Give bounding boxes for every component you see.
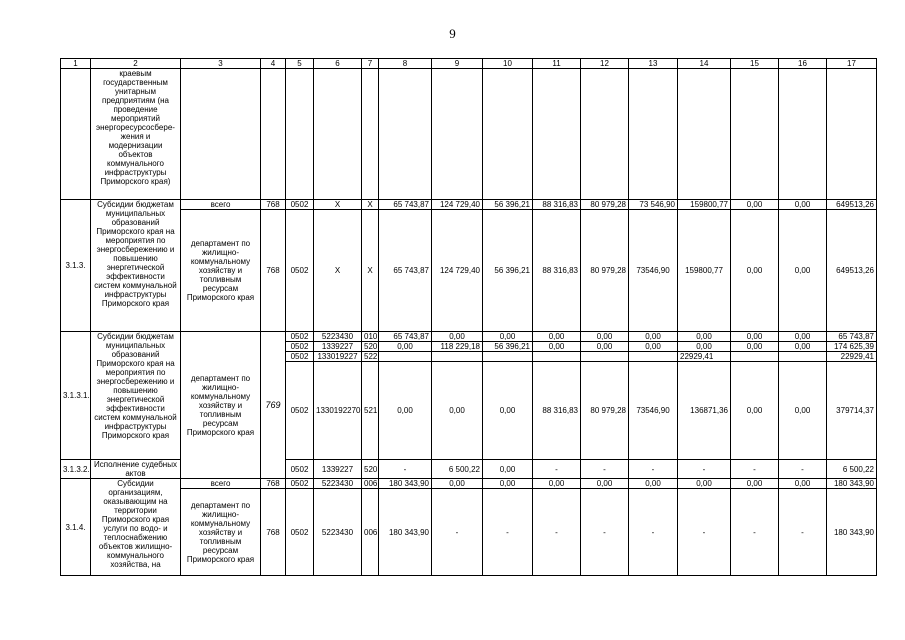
item-name: Субсидии организациям, оказывающим на территории Приморского края услуги по водо- и теплоснабжению объектов жилищно-коммунального хозяйства, на — [91, 479, 181, 576]
table-cell: 0,00 — [731, 479, 779, 489]
column-number: 14 — [678, 59, 731, 69]
budget-table — [60, 58, 877, 576]
table-cell: X — [314, 200, 362, 210]
table-cell: 88 316,83 — [533, 362, 581, 460]
table-cell: 0,00 — [379, 362, 432, 460]
table-cell: всего — [181, 479, 261, 489]
column-number: 17 — [827, 59, 877, 69]
item-name: Субсидии бюджетам муниципальных образований Приморского края на мероприятия по энергосбережению и повышению энергетической эффективности систем коммунальной инфраструктуры Приморского края — [91, 200, 181, 332]
table-cell: 0502 — [286, 200, 314, 210]
table-cell — [61, 69, 91, 200]
column-number: 1 — [61, 59, 91, 69]
table-cell: 0,00 — [483, 362, 533, 460]
table-cell: - — [432, 489, 483, 576]
page-number: 9 — [449, 26, 456, 41]
table-cell: 5223430 — [314, 479, 362, 489]
table-cell: 0,00 — [629, 479, 678, 489]
table-cell: - — [629, 460, 678, 479]
table-cell — [533, 352, 581, 362]
table-cell: 379714,37 — [827, 362, 877, 460]
table-cell: 180 343,90 — [379, 479, 432, 489]
table-cell: 520 — [362, 342, 379, 352]
column-number-row — [61, 59, 877, 69]
table-cell: 0,00 — [432, 362, 483, 460]
table-cell — [379, 352, 432, 362]
table-cell: 0,00 — [731, 210, 779, 332]
table-cell — [629, 352, 678, 362]
table-cell: 133019227 — [314, 352, 362, 362]
table-cell: - — [678, 460, 731, 479]
table-cell: 768 — [261, 489, 286, 576]
table-cell: - — [483, 489, 533, 576]
item-name: Субсидии бюджетам муниципальных образований Приморского края на мероприятия по энергосбережению и повышению энергетической эффективности систем коммунальной инфраструктуры Приморского края — [91, 332, 181, 460]
table-cell: 88 316,83 — [533, 210, 581, 332]
item-name: Исполнение судебных актов — [91, 460, 181, 479]
table-cell: - — [678, 489, 731, 576]
table-row — [61, 479, 877, 489]
table-cell: 65 743,87 — [827, 332, 877, 342]
table-cell: 56 396,21 — [483, 200, 533, 210]
table-cell: - — [581, 489, 629, 576]
table-cell: 0,00 — [483, 460, 533, 479]
table-row — [61, 210, 877, 332]
table-cell: 0,00 — [483, 479, 533, 489]
table-cell: 65 743,87 — [379, 210, 432, 332]
table-cell: 174 625,39 — [827, 342, 877, 352]
table-cell: 649513,26 — [827, 200, 877, 210]
table-cell: 22929,41 — [827, 352, 877, 362]
table-cell: 80 979,28 — [581, 200, 629, 210]
column-number: 15 — [731, 59, 779, 69]
table-cell: 0,00 — [629, 332, 678, 342]
table-cell: 0502 — [286, 352, 314, 362]
table-cell: всего — [181, 200, 261, 210]
table-cell: 0502 — [286, 489, 314, 576]
table-cell: 1330192270 — [314, 362, 362, 460]
table-cell: 0,00 — [678, 332, 731, 342]
column-number: 9 — [432, 59, 483, 69]
table-cell: 521 — [362, 362, 379, 460]
table-cell — [432, 352, 483, 362]
table-cell: 1339227 — [314, 342, 362, 352]
department-name: департамент по жилищно-коммунальному хозяйству и топливным ресурсам Приморского края — [181, 210, 261, 332]
table-cell: 73 546,90 — [629, 200, 678, 210]
table-cell: 006 — [362, 479, 379, 489]
column-number: 10 — [483, 59, 533, 69]
table-cell: 0502 — [286, 332, 314, 342]
table-cell: 0,00 — [432, 479, 483, 489]
column-number: 6 — [314, 59, 362, 69]
table-cell: 0,00 — [432, 332, 483, 342]
table-cell: 0,00 — [581, 332, 629, 342]
table-cell: 0,00 — [779, 342, 827, 352]
table-cell: 0,00 — [779, 210, 827, 332]
table-cell: X — [362, 200, 379, 210]
table-cell: 0,00 — [533, 332, 581, 342]
table-cell: 0,00 — [779, 200, 827, 210]
table-row — [61, 489, 877, 576]
table-cell: 73546,90 — [629, 362, 678, 460]
column-number: 16 — [779, 59, 827, 69]
column-number: 4 — [261, 59, 286, 69]
table-cell: 65 743,87 — [379, 332, 432, 342]
table-cell: 0,00 — [379, 342, 432, 352]
table-row — [61, 69, 877, 200]
table-cell: - — [581, 460, 629, 479]
table-cell: 768 — [261, 200, 286, 210]
table-cell: - — [779, 460, 827, 479]
table-cell: 522 — [362, 352, 379, 362]
table-cell: 65 743,87 — [379, 200, 432, 210]
table-cell: 0,00 — [483, 332, 533, 342]
table-cell: 5223430 — [314, 489, 362, 576]
table-cell: 768 — [261, 210, 286, 332]
table-cell: 159800,77 — [678, 210, 731, 332]
table-cell: 0,00 — [533, 342, 581, 352]
table-cell: 180 343,90 — [379, 489, 432, 576]
table-cell: 649513,26 — [827, 210, 877, 332]
table-cell: 0,00 — [731, 362, 779, 460]
table-cell: - — [731, 489, 779, 576]
table-cell: 520 — [362, 460, 379, 479]
column-number: 12 — [581, 59, 629, 69]
table-cell: 88 316,83 — [533, 200, 581, 210]
column-number: 8 — [379, 59, 432, 69]
table-row — [61, 200, 877, 210]
table-cell — [581, 352, 629, 362]
table-cell: 0,00 — [731, 332, 779, 342]
table-cell: 0,00 — [779, 332, 827, 342]
table-cell: 56 396,21 — [483, 342, 533, 352]
table-cell: 159800,77 — [678, 200, 731, 210]
table-cell: 0,00 — [629, 342, 678, 352]
table-cell: 73546,90 — [629, 210, 678, 332]
table-cell: 0,00 — [533, 479, 581, 489]
table-cell: 769 — [261, 332, 286, 479]
table-cell — [731, 352, 779, 362]
table-cell: 56 396,21 — [483, 210, 533, 332]
column-number: 2 — [91, 59, 181, 69]
table-cell: 80 979,28 — [581, 210, 629, 332]
table-cell: 118 229,18 — [432, 342, 483, 352]
table-cell: 768 — [261, 479, 286, 489]
item-code: 3.1.3.1. — [61, 332, 91, 460]
table-cell: 010 — [362, 332, 379, 342]
table-cell — [483, 352, 533, 362]
column-number: 5 — [286, 59, 314, 69]
table-cell: 5223430 — [314, 332, 362, 342]
table-cell: 0,00 — [581, 479, 629, 489]
table-cell: 180 343,90 — [827, 479, 877, 489]
table-cell: - — [379, 460, 432, 479]
department-name: департамент по жилищно-коммунальному хозяйству и топливным ресурсам Приморского края — [181, 489, 261, 576]
item-code: 3.1.4. — [61, 479, 91, 576]
table-cell: X — [362, 210, 379, 332]
table-cell: 6 500,22 — [432, 460, 483, 479]
table-cell: 0,00 — [678, 342, 731, 352]
table-cell: 80 979,28 — [581, 362, 629, 460]
column-number: 3 — [181, 59, 261, 69]
table-cell: 0502 — [286, 362, 314, 460]
item-code: 3.1.3. — [61, 200, 91, 332]
column-number: 13 — [629, 59, 678, 69]
column-number: 7 — [362, 59, 379, 69]
table-cell: 0502 — [286, 210, 314, 332]
table-cell: X — [314, 210, 362, 332]
table-cell: 0502 — [286, 342, 314, 352]
table-cell: 136871,36 — [678, 362, 731, 460]
table-cell: 6 500,22 — [827, 460, 877, 479]
table-cell — [779, 352, 827, 362]
table-cell: 180 343,90 — [827, 489, 877, 576]
table-cell: 0,00 — [581, 342, 629, 352]
table-cell: 0,00 — [779, 479, 827, 489]
table-cell: - — [629, 489, 678, 576]
table-cell: 1339227 — [314, 460, 362, 479]
table-cell: 0,00 — [779, 362, 827, 460]
table-cell: - — [731, 460, 779, 479]
table-cell: - — [533, 460, 581, 479]
table-cell: 0,00 — [678, 479, 731, 489]
table-cell: 124 729,40 — [432, 200, 483, 210]
item-name: краевым государственным унитарным предприятиям (на проведение мероприятий энергоресурсосбере-жения и модернизации объектов коммунального инфраструктуры Приморского края) — [91, 69, 181, 200]
table-cell: 124 729,40 — [432, 210, 483, 332]
column-number: 11 — [533, 59, 581, 69]
table-cell: 006 — [362, 489, 379, 576]
table-cell: 0502 — [286, 479, 314, 489]
table-cell: 22929,41 — [678, 352, 731, 362]
table-row — [61, 332, 877, 342]
table-cell: 0,00 — [731, 200, 779, 210]
table-cell: 0,00 — [731, 342, 779, 352]
department-name: департамент по жилищно-коммунальному хозяйству и топливным ресурсам Приморского края — [181, 332, 261, 479]
item-code: 3.1.3.2. — [61, 460, 91, 479]
table-cell: 0502 — [286, 460, 314, 479]
table-cell: - — [779, 489, 827, 576]
table-cell: - — [533, 489, 581, 576]
